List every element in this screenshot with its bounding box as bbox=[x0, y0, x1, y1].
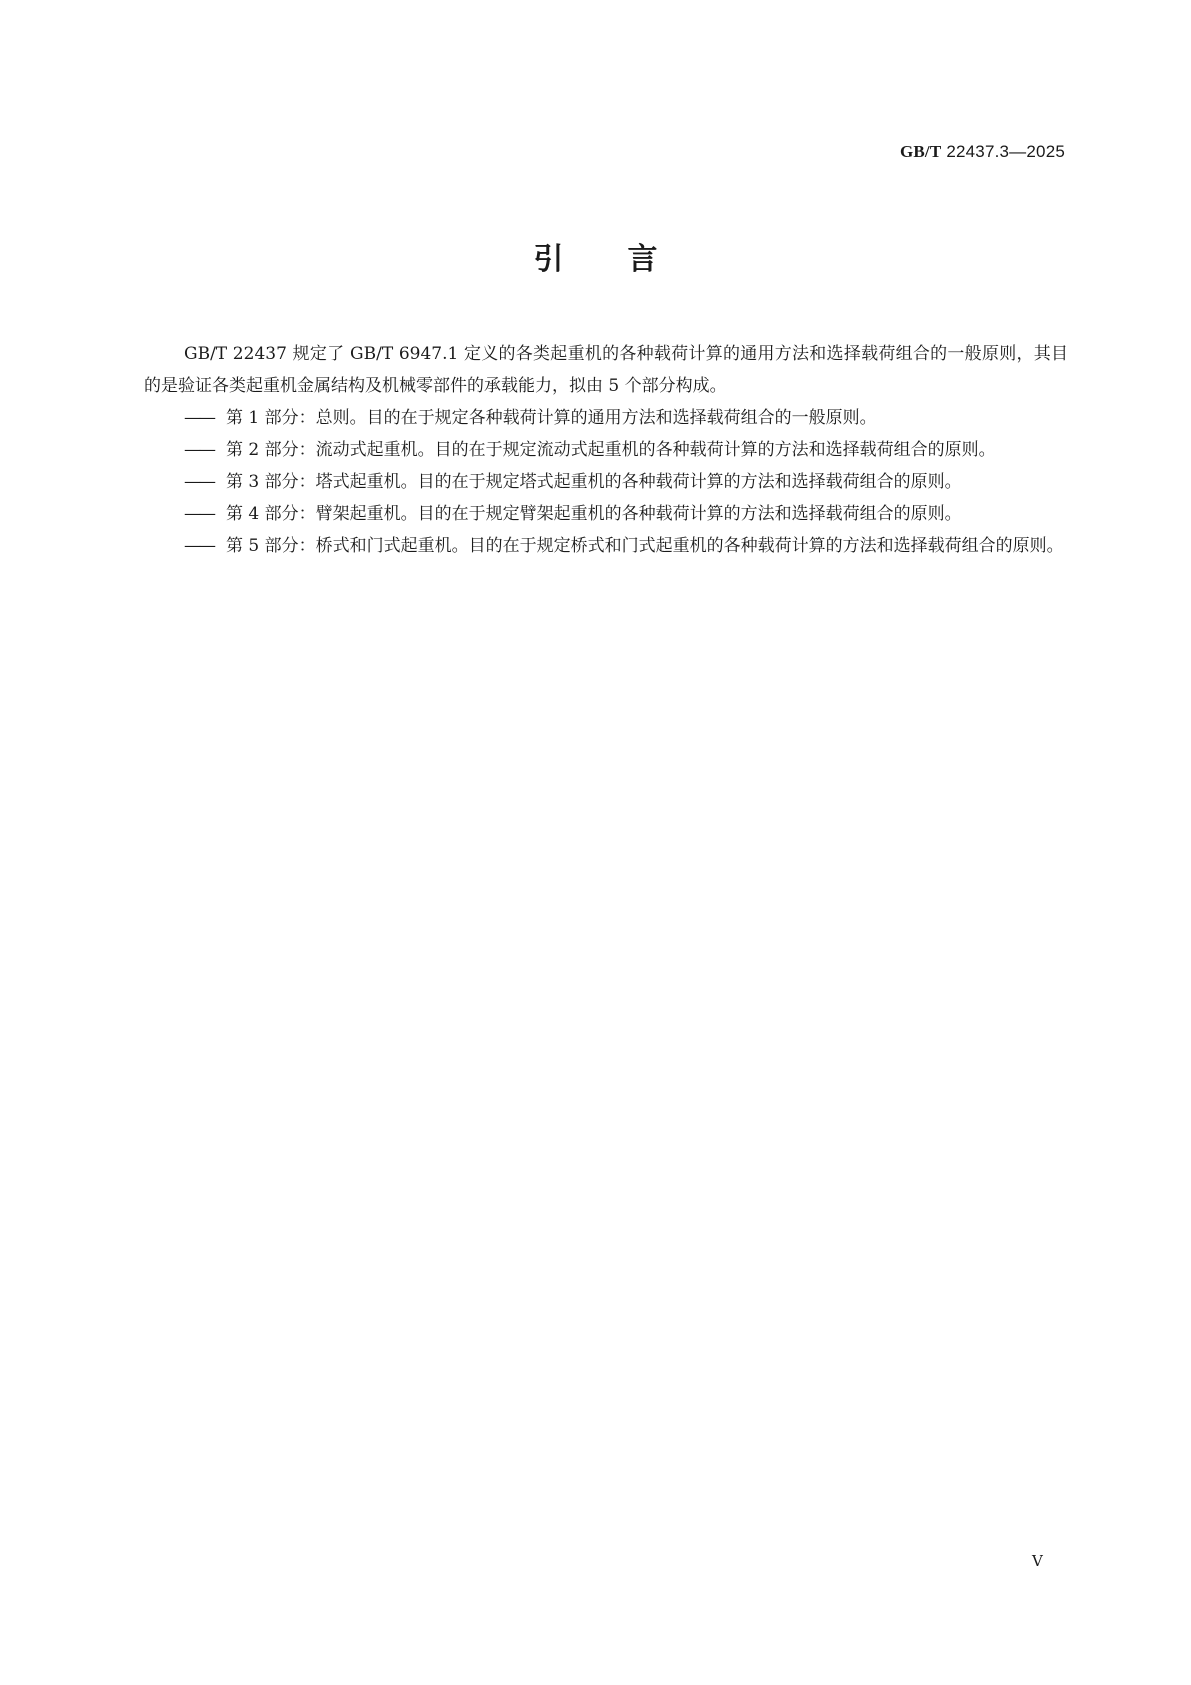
list-item-text: 第 2 部分：流动式起重机。目的在于规定流动式起重机的各种载荷计算的方法和选择载荷组合的原则。 bbox=[226, 440, 996, 460]
page-number: V bbox=[1032, 1552, 1043, 1570]
list-item-part-2 bbox=[144, 434, 1068, 466]
list-dash: —— bbox=[184, 536, 214, 556]
standard-number bbox=[900, 142, 1065, 162]
page-title: 引言 bbox=[533, 242, 722, 277]
list-item-part-5 bbox=[144, 530, 1068, 562]
list-dash: —— bbox=[184, 440, 214, 460]
list-item-part-1 bbox=[144, 402, 1068, 434]
list-item-text: 第 5 部分：桥式和门式起重机。目的在于规定桥式和门式起重机的各种载荷计算的方法和选择载荷组合的原则。 bbox=[226, 536, 1064, 556]
list-item-text: 第 4 部分：臂架起重机。目的在于规定臂架起重机的各种载荷计算的方法和选择载荷组合的原则。 bbox=[226, 504, 962, 524]
intro-paragraph: GB/T 22437 规定了 GB/T 6947.1 定义的各类起重机的各种载荷计算的通用方法和选择载荷组合的一般原则，其目的是验证各类起重机金属结构及机械零部件的承载能力，拟由 5 个部分构成。 bbox=[144, 344, 1068, 396]
list-item-text: 第 3 部分：塔式起重机。目的在于规定塔式起重机的各种载荷计算的方法和选择载荷组合的原则。 bbox=[226, 472, 962, 492]
document-body bbox=[144, 338, 1068, 562]
parts-list bbox=[144, 402, 1068, 562]
standard-prefix: GB/T bbox=[899, 142, 942, 161]
list-item-part-3 bbox=[144, 466, 1068, 498]
list-item-text: 第 1 部分：总则。目的在于规定各种载荷计算的通用方法和选择载荷组合的一般原则。 bbox=[226, 408, 877, 428]
list-dash: —— bbox=[184, 472, 214, 492]
list-dash: —— bbox=[184, 504, 214, 524]
list-dash: —— bbox=[184, 408, 214, 428]
standard-code: 22437.3—2025 bbox=[946, 142, 1065, 161]
list-item-part-4 bbox=[144, 498, 1068, 530]
